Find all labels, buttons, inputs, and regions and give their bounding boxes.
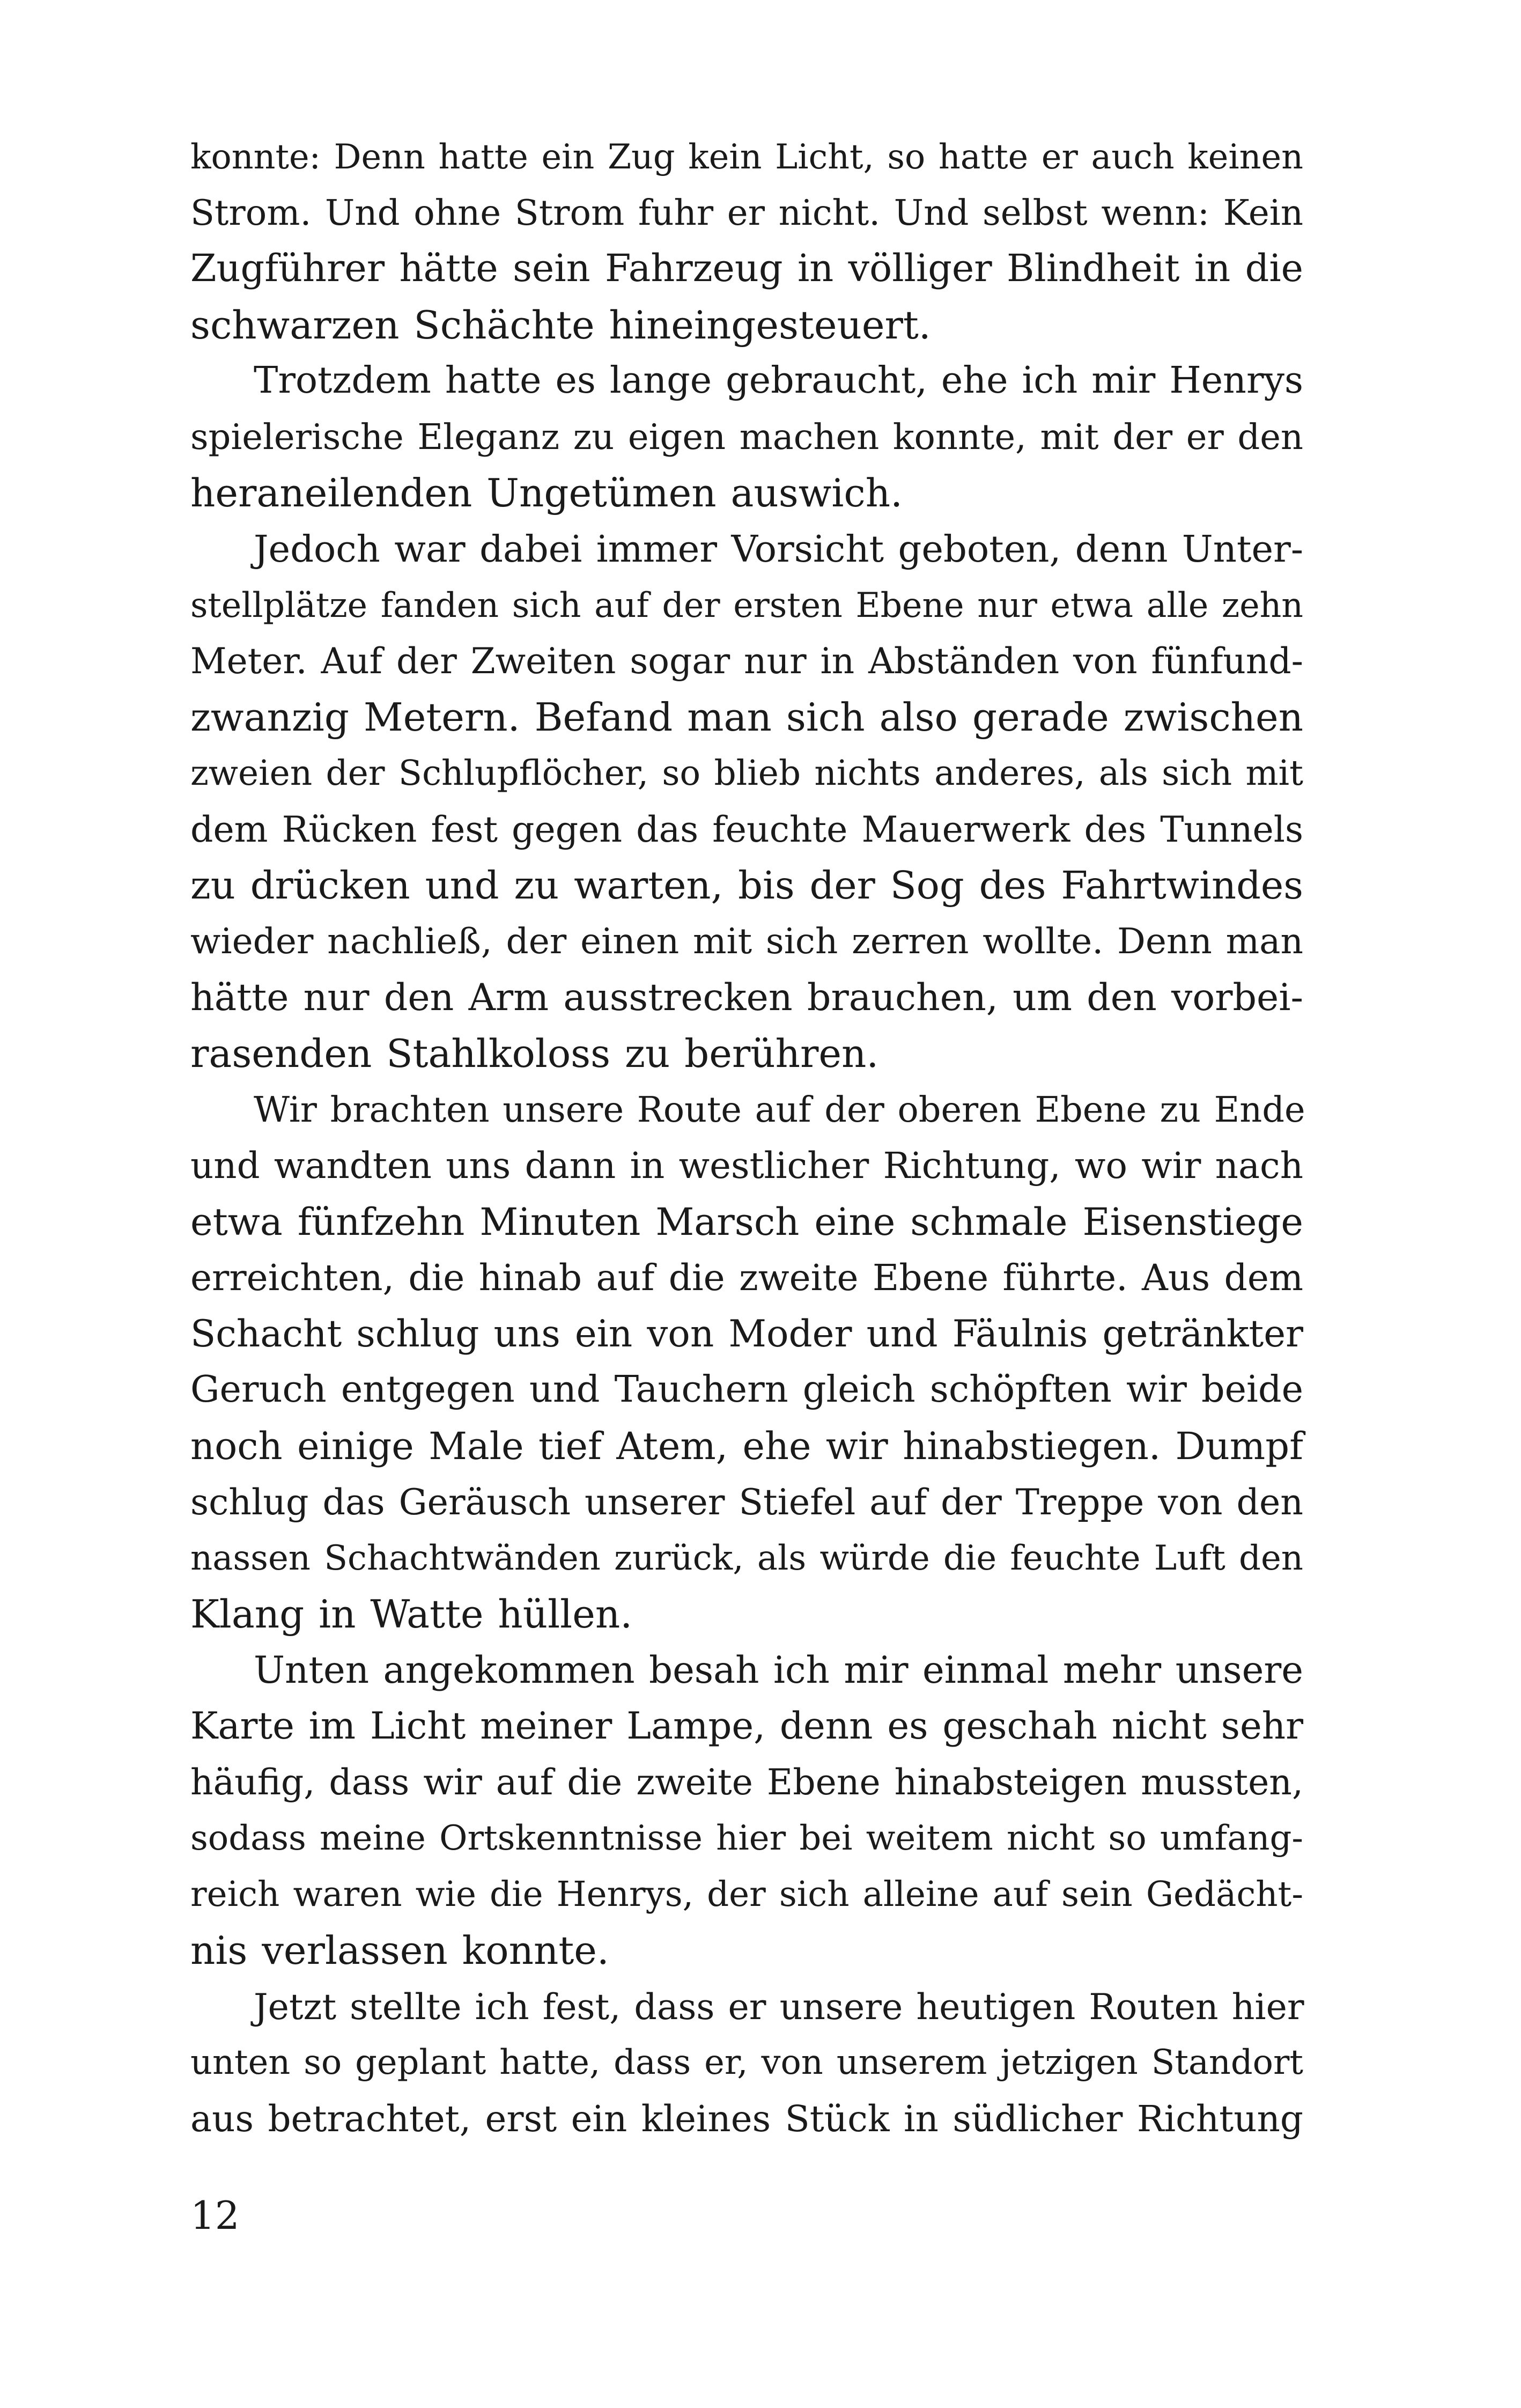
text-line: spielerische Eleganz zu eigen machen konnte, mit der er den [190,416,1303,458]
text-line: Strom. Und ohne Strom fuhr er nicht. Und selbst wenn: Kein [190,192,1303,233]
text-line: unten so geplant hatte, dass er, von unserem jetzigen Standort [190,2043,1303,2082]
text-line: Jedoch war dabei immer Vorsicht geboten, denn Unter- [254,527,1303,571]
text-line: hätte nur den Arm ausstrecken brauchen, um den vorbei- [190,975,1303,1019]
text-line: zwanzig Metern. Befand man sich also gerade zwischen [190,695,1303,740]
text-line: konnte: Denn hatte ein Zug kein Licht, so hatte er auch keinen [190,137,1303,176]
text-line: nis verlassen konnte. [190,1928,609,1973]
text-line: rasenden Stahlkoloss zu berühren. [190,1031,879,1076]
text-line: Unten angekommen besah ich mir einmal mehr unsere [254,1648,1303,1692]
text-line: Zugführer hätte sein Fahrzeug in völliger Blindheit in die [190,247,1303,290]
text-line: stellplätze fanden sich auf der ersten Ebene nur etwa alle zehn [190,585,1303,625]
text-line: dem Rücken fest gegen das feuchte Mauerwerk des Tunnels [190,808,1303,850]
text-line: reich waren wie die Henrys, der sich alleine auf sein Gedächt- [190,1874,1303,1914]
text-line: heraneilenden Ungetümen auswich. [190,470,903,516]
text-line: aus betrachtet, erst ein kleines Stück in südlicher Richtung [190,2097,1303,2140]
text-line: schwarzen Schächte hineingesteuert. [190,302,931,348]
text-line: häufig, dass wir auf die zweite Ebene hinabsteigen mussten, [190,1761,1303,1803]
text-line: Wir brachten unsere Route auf der oberen Ebene zu Ende [254,1089,1305,1130]
body-text [190,129,1303,2147]
text-line: noch einige Male tief Atem, ehe wir hinabstiegen. Dumpf [190,1424,1303,1468]
text-line: Trotzdem hatte es lange gebraucht, ehe ich mir Henrys [254,359,1303,402]
text-line: Schacht schlug uns ein von Moder und Fäulnis getränkter [190,1312,1303,1356]
text-line: nassen Schachtwänden zurück, als würde die feuchte Luft den [190,1538,1303,1578]
text-line: zweien der Schlupflöcher, so blieb nichts anderes, als sich mit [190,753,1303,793]
text-line: Jetzt stellte ich fest, dass er unsere heutigen Routen hier [254,1985,1304,2028]
text-line: und wandten uns dann in westlicher Richtung, wo wir nach [190,1145,1303,1187]
text-line: schlug das Geräusch unserer Stiefel auf der Treppe von den [190,1481,1303,1523]
text-line: Meter. Auf der Zweiten sogar nur in Abständen von fünfund- [190,640,1303,682]
page-number: 12 [190,2193,240,2238]
text-line: Klang in Watte hüllen. [190,1592,633,1637]
text-line: zu drücken und zu warten, bis der Sog des Fahrtwindes [190,863,1303,908]
text-line: sodass meine Ortskenntnisse hier bei weitem nicht so umfang- [190,1818,1303,1858]
text-line: erreichten, die hinab auf die zweite Ebene führte. Aus dem [190,1256,1303,1299]
text-line: wieder nachließ, der einen mit sich zerren wollte. Denn man [190,921,1303,962]
text-line: Karte im Licht meiner Lampe, denn es geschah nicht sehr [190,1705,1303,1748]
text-line: Geruch entgegen und Tauchern gleich schöpften wir beide [190,1368,1303,1411]
text-line: etwa fünfzehn Minuten Marsch eine schmale Eisenstiege [190,1199,1303,1244]
